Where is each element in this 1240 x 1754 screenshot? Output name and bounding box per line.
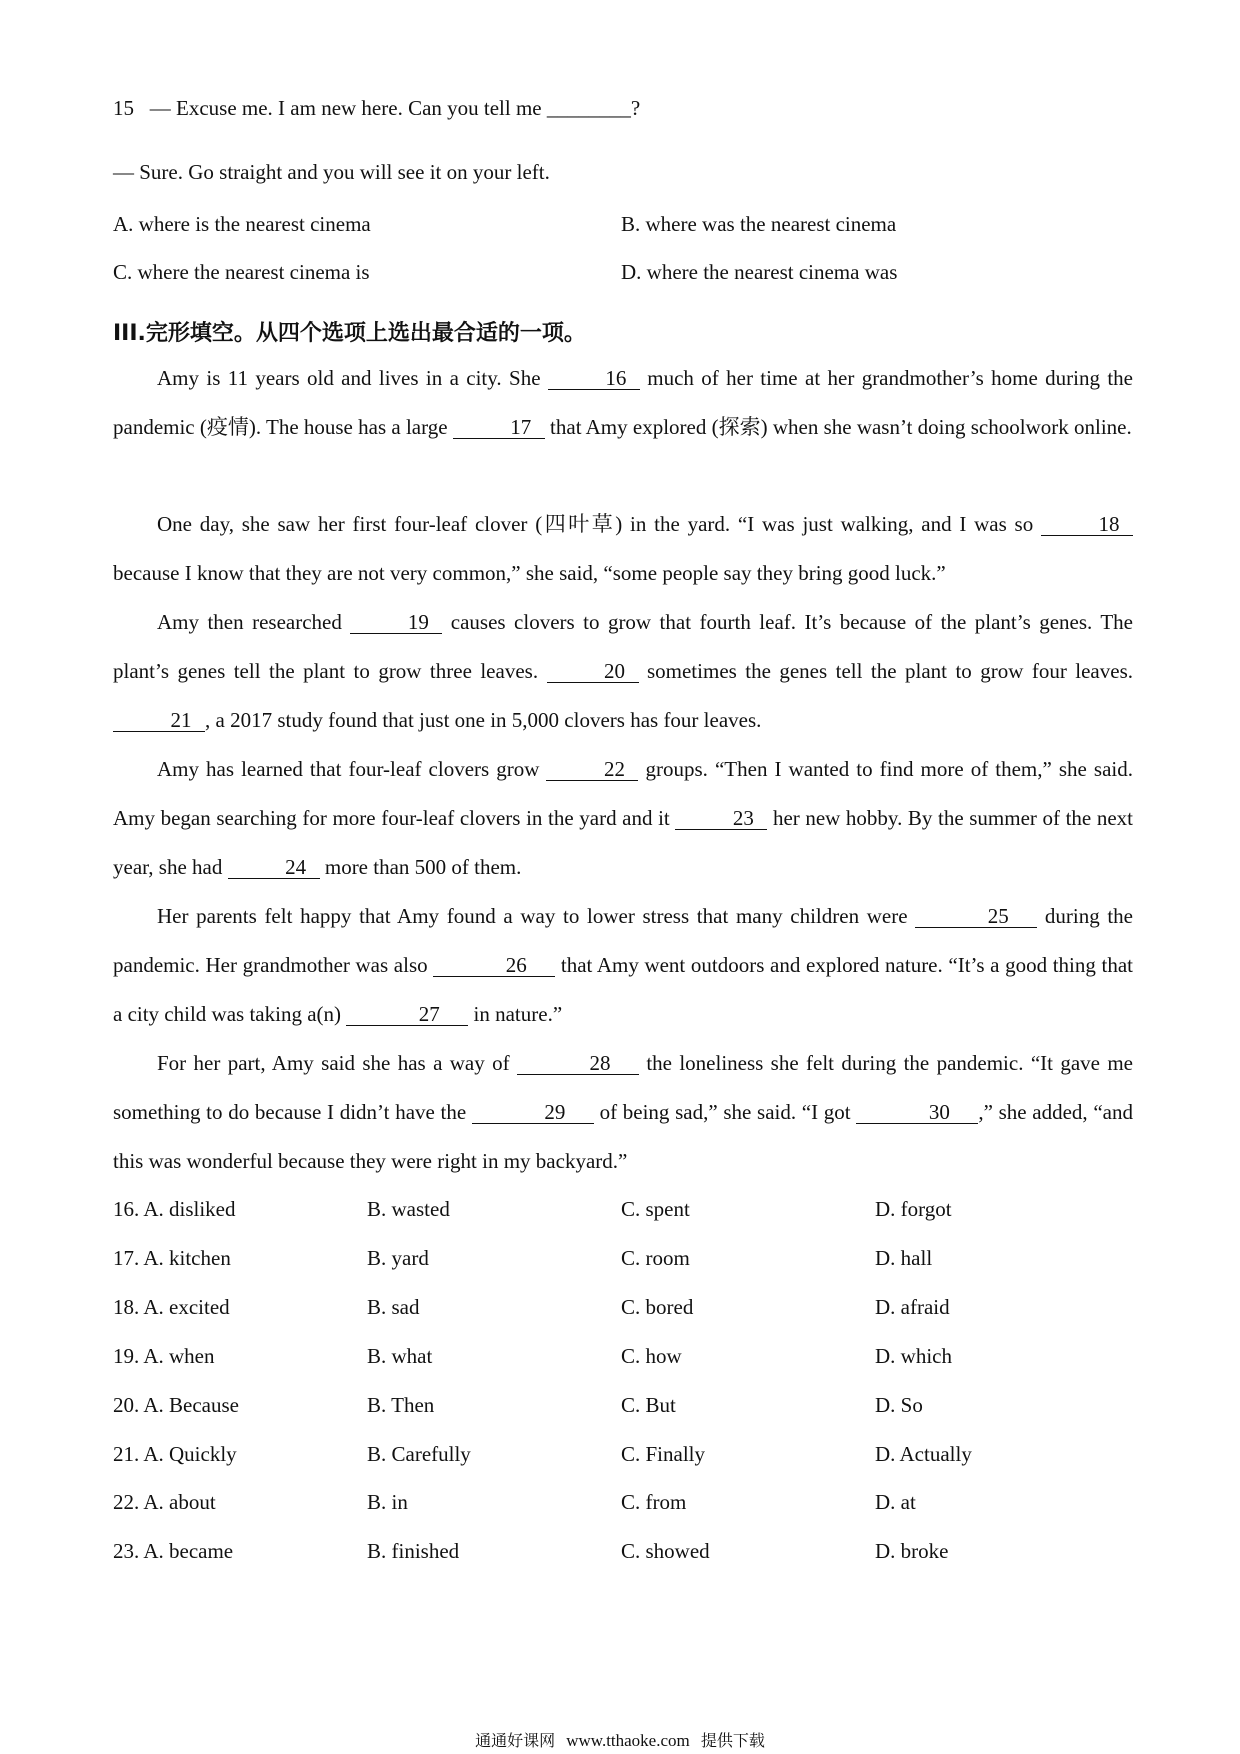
section-heading: III.完形填空。从四个选项上选出最合适的一项。: [113, 321, 586, 346]
choice-b: B. Carefully: [367, 1442, 471, 1466]
blank-16: 16: [548, 367, 640, 390]
choice-c: C. spent: [621, 1197, 690, 1221]
choice-c: C. Finally: [621, 1442, 706, 1466]
choice-b: B. wasted: [367, 1197, 450, 1221]
choice-c: C. room: [621, 1246, 690, 1270]
choice-b: B. in: [367, 1490, 408, 1514]
blank-17: 17: [453, 416, 545, 439]
choice-a: 18. A. excited: [113, 1295, 230, 1319]
passage-paragraph-6: For her part, Amy said she has a way of 28 the loneliness she felt during the pandemic. “It gave me something to do because I didn’t have the 29 of being sad,” she said. “I got 30 ,” she added, “and this was wonderful because they were right in my backyard.”: [113, 1051, 1133, 1173]
blank-28: 28: [517, 1052, 639, 1075]
footer-download-text: 提供下载: [700, 1731, 765, 1750]
choice-d: D. hall: [875, 1246, 933, 1270]
passage-paragraph-4: Amy has learned that four-leaf clovers grow 22 groups. “Then I wanted to find more of them,” she said. Amy began searching for more four-leaf clovers in the yard and it 23 her new hobby. By the summer of the next year, she had 24 more than 500 of them.: [113, 757, 1134, 879]
blank-22: 22: [546, 758, 638, 781]
choice-b: B. Then: [367, 1393, 435, 1417]
choice-a: 16. A. disliked: [113, 1197, 236, 1221]
choice-d: D. at: [875, 1490, 916, 1514]
blank-20: 20: [547, 660, 639, 683]
footer-url-link[interactable]: www.tthaoke.com: [566, 1731, 690, 1750]
choice-c: C. showed: [621, 1539, 710, 1563]
blank-18: 18: [1041, 513, 1133, 536]
blank-24: 24: [228, 856, 320, 879]
choice-d: D. broke: [875, 1539, 949, 1563]
blank-21: 21: [113, 709, 205, 732]
choice-c: C. from: [621, 1490, 687, 1514]
option-a: A. where is the nearest cinema: [113, 212, 371, 236]
blank-23: 23: [675, 807, 767, 830]
choice-c: C. bored: [621, 1295, 694, 1319]
option-c: C. where the nearest cinema is: [113, 260, 370, 284]
choice-d: D. Actually: [875, 1442, 972, 1466]
choice-d: D. which: [875, 1344, 952, 1368]
option-b: B. where was the nearest cinema: [621, 212, 897, 236]
choice-a: 22. A. about: [113, 1490, 216, 1514]
choice-a: 20. A. Because: [113, 1393, 239, 1417]
blank-26: 26: [433, 954, 555, 977]
choice-b: B. finished: [367, 1539, 460, 1563]
blank-25: 25: [915, 905, 1037, 928]
question-reply: — Sure. Go straight and you will see it on your left.: [113, 160, 550, 184]
choice-b: B. sad: [367, 1295, 420, 1319]
choice-a: 21. A. Quickly: [113, 1442, 237, 1466]
choice-d: D. afraid: [875, 1295, 950, 1319]
choice-c: C. how: [621, 1344, 682, 1368]
question-number: 15: [113, 96, 134, 120]
blank-27: 27: [346, 1003, 468, 1026]
passage-paragraph-5: Her parents felt happy that Amy found a way to lower stress that many children were 25 during the pandemic. Her grandmother was also 26 that Amy went outdoors and explored nature. “It’s a good thing that a city child was taking a(n) 27 in nature.”: [113, 904, 1134, 1026]
option-d: D. where the nearest cinema was: [621, 260, 898, 284]
choice-b: B. yard: [367, 1246, 429, 1270]
passage-paragraph-2: One day, she saw her first four-leaf clover (四叶草) in the yard. “I was just walking, and I was so 18 because I know that they are not very common,” she said, “some people say they bring good luck.”: [113, 500, 1133, 598]
choice-d: D. forgot: [875, 1197, 952, 1221]
blank-30: 30: [856, 1101, 978, 1124]
passage-paragraph-1: Amy is 11 years old and lives in a city. She 16 much of her time at her grandmother’s home during the pandemic (疫情). The house has a large 17 that Amy explored (探索) when she wasn’t doing schoolwork online.: [113, 366, 1133, 439]
choice-a: 17. A. kitchen: [113, 1246, 231, 1270]
footer-site-name: 通通好课网: [475, 1731, 556, 1750]
blank-29: 29: [472, 1101, 594, 1124]
passage-paragraph-3: Amy then researched 19 causes clovers to grow that fourth leaf. It’s because of the plant’s genes. The plant’s genes tell the plant to grow three leaves. 20 sometimes the genes tell the plant to grow four leaves. 21 , a 2017 study found that just one in 5,000 clovers has four leaves.: [113, 610, 1133, 732]
choice-d: D. So: [875, 1393, 923, 1417]
choice-c: C. But: [621, 1393, 676, 1417]
question-15: [113, 94, 640, 122]
choice-a: 19. A. when: [113, 1344, 215, 1368]
choice-a: 23. A. became: [113, 1539, 234, 1563]
choice-b: B. what: [367, 1344, 433, 1368]
page-footer: [0, 1728, 1240, 1751]
blank-19: 19: [350, 611, 442, 634]
question-prompt: — Excuse me. I am new here. Can you tell me ________?: [149, 96, 641, 120]
